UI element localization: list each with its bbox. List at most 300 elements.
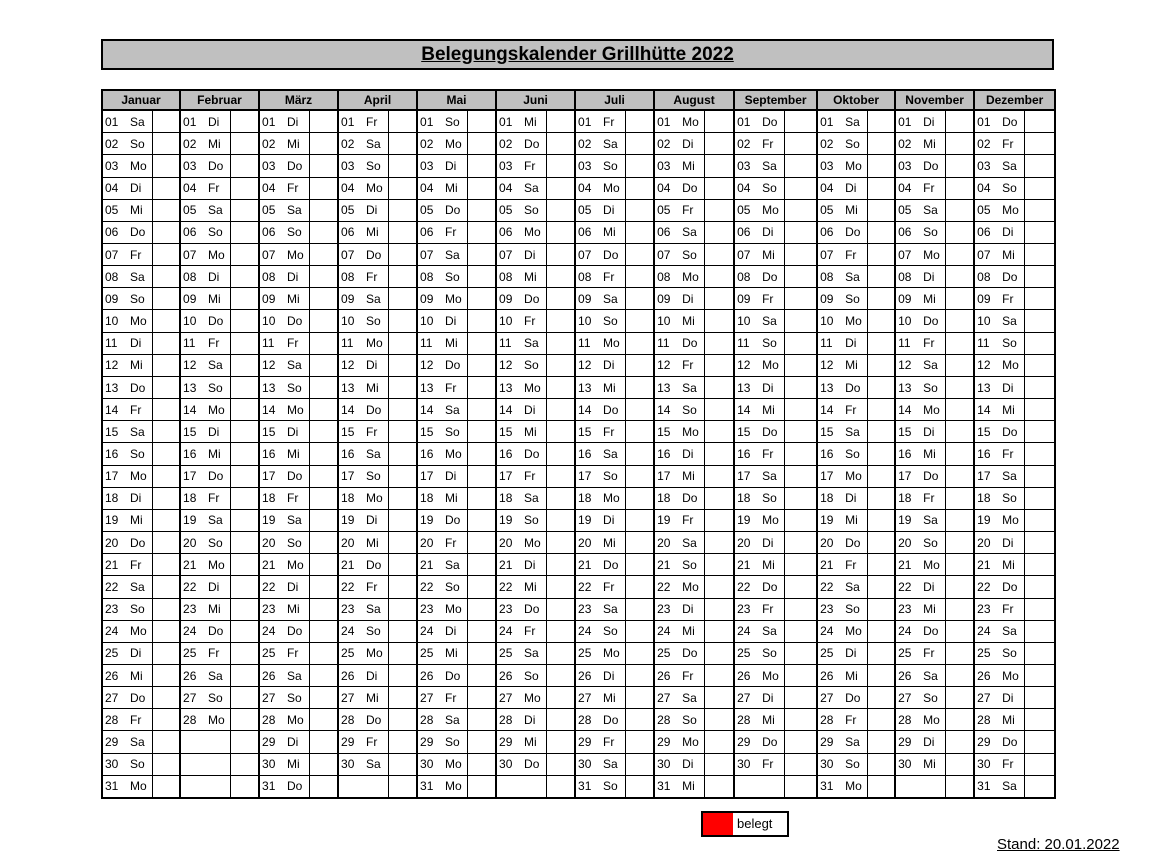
booking-cell[interactable] bbox=[945, 509, 974, 531]
booking-cell[interactable] bbox=[230, 687, 259, 709]
booking-cell[interactable] bbox=[546, 753, 575, 775]
booking-cell[interactable] bbox=[625, 221, 654, 243]
booking-cell[interactable] bbox=[1024, 687, 1055, 709]
booking-cell[interactable] bbox=[945, 598, 974, 620]
booking-cell[interactable] bbox=[230, 620, 259, 642]
booking-cell[interactable] bbox=[1024, 399, 1055, 421]
booking-cell[interactable] bbox=[945, 221, 974, 243]
booking-cell[interactable] bbox=[388, 221, 417, 243]
booking-cell[interactable] bbox=[388, 376, 417, 398]
booking-cell[interactable] bbox=[945, 332, 974, 354]
booking-cell[interactable] bbox=[309, 642, 338, 664]
booking-cell[interactable] bbox=[309, 421, 338, 443]
booking-cell[interactable] bbox=[309, 731, 338, 753]
booking-cell[interactable] bbox=[546, 155, 575, 177]
booking-cell[interactable] bbox=[309, 532, 338, 554]
booking-cell[interactable] bbox=[388, 775, 417, 798]
booking-cell[interactable] bbox=[152, 775, 180, 798]
booking-cell[interactable] bbox=[625, 598, 654, 620]
booking-cell[interactable] bbox=[704, 731, 734, 753]
booking-cell[interactable] bbox=[152, 532, 180, 554]
booking-cell[interactable] bbox=[867, 177, 895, 199]
booking-cell[interactable] bbox=[152, 554, 180, 576]
booking-cell[interactable] bbox=[784, 709, 817, 731]
booking-cell[interactable] bbox=[867, 487, 895, 509]
booking-cell[interactable] bbox=[704, 443, 734, 465]
booking-cell[interactable] bbox=[388, 576, 417, 598]
booking-cell[interactable] bbox=[784, 199, 817, 221]
booking-cell[interactable] bbox=[704, 664, 734, 686]
booking-cell[interactable] bbox=[467, 133, 496, 155]
booking-cell[interactable] bbox=[784, 376, 817, 398]
booking-cell[interactable] bbox=[1024, 421, 1055, 443]
booking-cell[interactable] bbox=[704, 709, 734, 731]
booking-cell[interactable] bbox=[388, 199, 417, 221]
booking-cell[interactable] bbox=[388, 399, 417, 421]
booking-cell[interactable] bbox=[1024, 177, 1055, 199]
booking-cell[interactable] bbox=[1024, 731, 1055, 753]
booking-cell[interactable] bbox=[546, 642, 575, 664]
booking-cell[interactable] bbox=[625, 110, 654, 133]
booking-cell[interactable] bbox=[467, 288, 496, 310]
booking-cell[interactable] bbox=[467, 376, 496, 398]
booking-cell[interactable] bbox=[230, 443, 259, 465]
booking-cell[interactable] bbox=[309, 775, 338, 798]
booking-cell[interactable] bbox=[867, 221, 895, 243]
booking-cell[interactable] bbox=[309, 332, 338, 354]
booking-cell[interactable] bbox=[152, 376, 180, 398]
booking-cell[interactable] bbox=[152, 664, 180, 686]
booking-cell[interactable] bbox=[784, 354, 817, 376]
booking-cell[interactable] bbox=[309, 399, 338, 421]
booking-cell[interactable] bbox=[309, 509, 338, 531]
booking-cell[interactable] bbox=[467, 532, 496, 554]
booking-cell[interactable] bbox=[704, 399, 734, 421]
booking-cell[interactable] bbox=[309, 576, 338, 598]
booking-cell[interactable] bbox=[704, 376, 734, 398]
booking-cell[interactable] bbox=[625, 199, 654, 221]
booking-cell[interactable] bbox=[230, 266, 259, 288]
booking-cell[interactable] bbox=[388, 598, 417, 620]
booking-cell[interactable] bbox=[867, 576, 895, 598]
booking-cell[interactable] bbox=[152, 487, 180, 509]
booking-cell[interactable] bbox=[230, 399, 259, 421]
booking-cell[interactable] bbox=[625, 332, 654, 354]
booking-cell[interactable] bbox=[467, 753, 496, 775]
booking-cell[interactable] bbox=[230, 465, 259, 487]
booking-cell[interactable] bbox=[388, 310, 417, 332]
booking-cell[interactable] bbox=[546, 244, 575, 266]
booking-cell[interactable] bbox=[867, 554, 895, 576]
booking-cell[interactable] bbox=[467, 642, 496, 664]
booking-cell[interactable] bbox=[945, 664, 974, 686]
booking-cell[interactable] bbox=[704, 554, 734, 576]
booking-cell[interactable] bbox=[1024, 221, 1055, 243]
booking-cell[interactable] bbox=[388, 487, 417, 509]
booking-cell[interactable] bbox=[309, 443, 338, 465]
booking-cell[interactable] bbox=[625, 177, 654, 199]
booking-cell[interactable] bbox=[784, 687, 817, 709]
booking-cell[interactable] bbox=[625, 310, 654, 332]
booking-cell[interactable] bbox=[625, 620, 654, 642]
booking-cell[interactable] bbox=[625, 487, 654, 509]
booking-cell[interactable] bbox=[467, 177, 496, 199]
booking-cell[interactable] bbox=[625, 376, 654, 398]
booking-cell[interactable] bbox=[230, 221, 259, 243]
booking-cell[interactable] bbox=[867, 687, 895, 709]
booking-cell[interactable] bbox=[388, 687, 417, 709]
booking-cell[interactable] bbox=[945, 155, 974, 177]
booking-cell[interactable] bbox=[867, 199, 895, 221]
booking-cell[interactable] bbox=[784, 532, 817, 554]
booking-cell[interactable] bbox=[867, 532, 895, 554]
booking-cell[interactable] bbox=[867, 509, 895, 531]
booking-cell[interactable] bbox=[704, 487, 734, 509]
booking-cell[interactable] bbox=[388, 509, 417, 531]
booking-cell[interactable] bbox=[467, 443, 496, 465]
booking-cell[interactable] bbox=[309, 177, 338, 199]
booking-cell[interactable] bbox=[945, 775, 974, 798]
booking-cell[interactable] bbox=[388, 731, 417, 753]
booking-cell[interactable] bbox=[867, 443, 895, 465]
booking-cell[interactable] bbox=[625, 775, 654, 798]
booking-cell[interactable] bbox=[945, 731, 974, 753]
booking-cell[interactable] bbox=[467, 576, 496, 598]
booking-cell[interactable] bbox=[867, 775, 895, 798]
booking-cell[interactable] bbox=[152, 332, 180, 354]
booking-cell[interactable] bbox=[867, 399, 895, 421]
booking-cell[interactable] bbox=[867, 376, 895, 398]
booking-cell[interactable] bbox=[867, 620, 895, 642]
booking-cell[interactable] bbox=[945, 354, 974, 376]
booking-cell[interactable] bbox=[230, 133, 259, 155]
booking-cell[interactable] bbox=[388, 753, 417, 775]
booking-cell[interactable] bbox=[784, 576, 817, 598]
booking-cell[interactable] bbox=[867, 332, 895, 354]
booking-cell[interactable] bbox=[546, 687, 575, 709]
booking-cell[interactable] bbox=[784, 487, 817, 509]
booking-cell[interactable] bbox=[704, 687, 734, 709]
booking-cell[interactable] bbox=[309, 687, 338, 709]
booking-cell[interactable] bbox=[784, 221, 817, 243]
booking-cell[interactable] bbox=[1024, 709, 1055, 731]
booking-cell[interactable] bbox=[546, 620, 575, 642]
booking-cell[interactable] bbox=[546, 354, 575, 376]
booking-cell[interactable] bbox=[945, 399, 974, 421]
booking-cell[interactable] bbox=[546, 310, 575, 332]
booking-cell[interactable] bbox=[152, 709, 180, 731]
booking-cell[interactable] bbox=[309, 221, 338, 243]
booking-cell[interactable] bbox=[1024, 310, 1055, 332]
booking-cell[interactable] bbox=[467, 465, 496, 487]
booking-cell[interactable] bbox=[704, 598, 734, 620]
booking-cell[interactable] bbox=[309, 310, 338, 332]
booking-cell[interactable] bbox=[152, 354, 180, 376]
booking-cell[interactable] bbox=[309, 155, 338, 177]
booking-cell[interactable] bbox=[704, 620, 734, 642]
booking-cell[interactable] bbox=[230, 487, 259, 509]
booking-cell[interactable] bbox=[867, 465, 895, 487]
booking-cell[interactable] bbox=[152, 620, 180, 642]
booking-cell[interactable] bbox=[546, 421, 575, 443]
booking-cell[interactable] bbox=[704, 244, 734, 266]
booking-cell[interactable] bbox=[152, 576, 180, 598]
booking-cell[interactable] bbox=[467, 598, 496, 620]
booking-cell[interactable] bbox=[625, 664, 654, 686]
booking-cell[interactable] bbox=[230, 709, 259, 731]
booking-cell[interactable] bbox=[152, 687, 180, 709]
booking-cell[interactable] bbox=[1024, 642, 1055, 664]
booking-cell[interactable] bbox=[230, 532, 259, 554]
booking-cell[interactable] bbox=[309, 664, 338, 686]
booking-cell[interactable] bbox=[704, 532, 734, 554]
booking-cell[interactable] bbox=[784, 399, 817, 421]
booking-cell[interactable] bbox=[152, 753, 180, 775]
booking-cell[interactable] bbox=[784, 288, 817, 310]
booking-cell[interactable] bbox=[625, 753, 654, 775]
booking-cell[interactable] bbox=[784, 731, 817, 753]
booking-cell[interactable] bbox=[1024, 266, 1055, 288]
booking-cell[interactable] bbox=[1024, 753, 1055, 775]
booking-cell[interactable] bbox=[230, 244, 259, 266]
booking-cell[interactable] bbox=[230, 509, 259, 531]
booking-cell[interactable] bbox=[546, 775, 575, 798]
booking-cell[interactable] bbox=[704, 155, 734, 177]
booking-cell[interactable] bbox=[546, 288, 575, 310]
booking-cell[interactable] bbox=[309, 487, 338, 509]
booking-cell[interactable] bbox=[309, 598, 338, 620]
booking-cell[interactable] bbox=[467, 731, 496, 753]
booking-cell[interactable] bbox=[867, 664, 895, 686]
booking-cell[interactable] bbox=[1024, 288, 1055, 310]
booking-cell[interactable] bbox=[388, 288, 417, 310]
booking-cell[interactable] bbox=[945, 310, 974, 332]
booking-cell[interactable] bbox=[945, 244, 974, 266]
booking-cell[interactable] bbox=[625, 399, 654, 421]
booking-cell[interactable] bbox=[309, 110, 338, 133]
booking-cell[interactable] bbox=[1024, 244, 1055, 266]
booking-cell[interactable] bbox=[1024, 376, 1055, 398]
booking-cell[interactable] bbox=[625, 731, 654, 753]
booking-cell[interactable] bbox=[309, 554, 338, 576]
booking-cell[interactable] bbox=[309, 244, 338, 266]
booking-cell[interactable] bbox=[467, 709, 496, 731]
booking-cell[interactable] bbox=[230, 664, 259, 686]
booking-cell[interactable] bbox=[388, 266, 417, 288]
booking-cell[interactable] bbox=[152, 155, 180, 177]
booking-cell[interactable] bbox=[945, 177, 974, 199]
booking-cell[interactable] bbox=[388, 620, 417, 642]
booking-cell[interactable] bbox=[467, 244, 496, 266]
booking-cell[interactable] bbox=[467, 664, 496, 686]
booking-cell[interactable] bbox=[625, 576, 654, 598]
booking-cell[interactable] bbox=[309, 288, 338, 310]
booking-cell[interactable] bbox=[152, 244, 180, 266]
booking-cell[interactable] bbox=[388, 664, 417, 686]
booking-cell[interactable] bbox=[1024, 554, 1055, 576]
booking-cell[interactable] bbox=[388, 532, 417, 554]
booking-cell[interactable] bbox=[1024, 664, 1055, 686]
booking-cell[interactable] bbox=[152, 310, 180, 332]
booking-cell[interactable] bbox=[945, 642, 974, 664]
booking-cell[interactable] bbox=[230, 310, 259, 332]
booking-cell[interactable] bbox=[388, 354, 417, 376]
booking-cell[interactable] bbox=[945, 266, 974, 288]
booking-cell[interactable] bbox=[945, 199, 974, 221]
booking-cell[interactable] bbox=[388, 642, 417, 664]
booking-cell[interactable] bbox=[230, 576, 259, 598]
booking-cell[interactable] bbox=[467, 221, 496, 243]
booking-cell[interactable] bbox=[867, 753, 895, 775]
booking-cell[interactable] bbox=[625, 443, 654, 465]
booking-cell[interactable] bbox=[1024, 465, 1055, 487]
booking-cell[interactable] bbox=[152, 421, 180, 443]
booking-cell[interactable] bbox=[867, 731, 895, 753]
booking-cell[interactable] bbox=[704, 133, 734, 155]
booking-cell[interactable] bbox=[467, 487, 496, 509]
booking-cell[interactable] bbox=[546, 576, 575, 598]
booking-cell[interactable] bbox=[784, 110, 817, 133]
booking-cell[interactable] bbox=[625, 244, 654, 266]
booking-cell[interactable] bbox=[546, 532, 575, 554]
booking-cell[interactable] bbox=[152, 133, 180, 155]
booking-cell[interactable] bbox=[1024, 354, 1055, 376]
booking-cell[interactable] bbox=[467, 509, 496, 531]
booking-cell[interactable] bbox=[784, 664, 817, 686]
booking-cell[interactable] bbox=[945, 443, 974, 465]
booking-cell[interactable] bbox=[625, 133, 654, 155]
booking-cell[interactable] bbox=[230, 598, 259, 620]
booking-cell[interactable] bbox=[467, 199, 496, 221]
booking-cell[interactable] bbox=[784, 642, 817, 664]
booking-cell[interactable] bbox=[867, 288, 895, 310]
booking-cell[interactable] bbox=[152, 110, 180, 133]
booking-cell[interactable] bbox=[467, 266, 496, 288]
booking-cell[interactable] bbox=[546, 332, 575, 354]
booking-cell[interactable] bbox=[625, 266, 654, 288]
booking-cell[interactable] bbox=[867, 310, 895, 332]
booking-cell[interactable] bbox=[309, 376, 338, 398]
booking-cell[interactable] bbox=[625, 288, 654, 310]
booking-cell[interactable] bbox=[309, 620, 338, 642]
booking-cell[interactable] bbox=[467, 775, 496, 798]
booking-cell[interactable] bbox=[546, 443, 575, 465]
booking-cell[interactable] bbox=[152, 598, 180, 620]
booking-cell[interactable] bbox=[388, 332, 417, 354]
booking-cell[interactable] bbox=[388, 421, 417, 443]
booking-cell[interactable] bbox=[152, 509, 180, 531]
booking-cell[interactable] bbox=[309, 354, 338, 376]
booking-cell[interactable] bbox=[625, 687, 654, 709]
booking-cell[interactable] bbox=[467, 687, 496, 709]
booking-cell[interactable] bbox=[467, 155, 496, 177]
booking-cell[interactable] bbox=[784, 310, 817, 332]
booking-cell[interactable] bbox=[945, 288, 974, 310]
booking-cell[interactable] bbox=[625, 354, 654, 376]
booking-cell[interactable] bbox=[546, 664, 575, 686]
booking-cell[interactable] bbox=[945, 687, 974, 709]
booking-cell[interactable] bbox=[546, 487, 575, 509]
booking-cell[interactable] bbox=[784, 443, 817, 465]
booking-cell[interactable] bbox=[784, 266, 817, 288]
booking-cell[interactable] bbox=[784, 465, 817, 487]
booking-cell[interactable] bbox=[1024, 509, 1055, 531]
booking-cell[interactable] bbox=[230, 332, 259, 354]
booking-cell[interactable] bbox=[704, 509, 734, 531]
booking-cell[interactable] bbox=[867, 421, 895, 443]
booking-cell[interactable] bbox=[546, 110, 575, 133]
booking-cell[interactable] bbox=[784, 554, 817, 576]
booking-cell[interactable] bbox=[945, 110, 974, 133]
booking-cell[interactable] bbox=[704, 576, 734, 598]
booking-cell[interactable] bbox=[467, 399, 496, 421]
booking-cell[interactable] bbox=[388, 177, 417, 199]
booking-cell[interactable] bbox=[784, 509, 817, 531]
booking-cell[interactable] bbox=[309, 465, 338, 487]
booking-cell[interactable] bbox=[230, 354, 259, 376]
booking-cell[interactable] bbox=[867, 133, 895, 155]
booking-cell[interactable] bbox=[704, 199, 734, 221]
booking-cell[interactable] bbox=[867, 642, 895, 664]
booking-cell[interactable] bbox=[230, 110, 259, 133]
booking-cell[interactable] bbox=[867, 244, 895, 266]
booking-cell[interactable] bbox=[625, 642, 654, 664]
booking-cell[interactable] bbox=[945, 576, 974, 598]
booking-cell[interactable] bbox=[867, 266, 895, 288]
booking-cell[interactable] bbox=[230, 376, 259, 398]
booking-cell[interactable] bbox=[467, 354, 496, 376]
booking-cell[interactable] bbox=[388, 554, 417, 576]
booking-cell[interactable] bbox=[945, 133, 974, 155]
booking-cell[interactable] bbox=[784, 155, 817, 177]
booking-cell[interactable] bbox=[467, 332, 496, 354]
booking-cell[interactable] bbox=[867, 110, 895, 133]
booking-cell[interactable] bbox=[152, 199, 180, 221]
booking-cell[interactable] bbox=[309, 266, 338, 288]
booking-cell[interactable] bbox=[784, 775, 817, 798]
booking-cell[interactable] bbox=[945, 709, 974, 731]
booking-cell[interactable] bbox=[388, 244, 417, 266]
booking-cell[interactable] bbox=[867, 155, 895, 177]
booking-cell[interactable] bbox=[625, 709, 654, 731]
booking-cell[interactable] bbox=[152, 443, 180, 465]
booking-cell[interactable] bbox=[1024, 199, 1055, 221]
booking-cell[interactable] bbox=[625, 465, 654, 487]
booking-cell[interactable] bbox=[784, 421, 817, 443]
booking-cell[interactable] bbox=[152, 731, 180, 753]
booking-cell[interactable] bbox=[230, 155, 259, 177]
booking-cell[interactable] bbox=[1024, 155, 1055, 177]
booking-cell[interactable] bbox=[546, 731, 575, 753]
booking-cell[interactable] bbox=[546, 554, 575, 576]
booking-cell[interactable] bbox=[704, 288, 734, 310]
booking-cell[interactable] bbox=[704, 177, 734, 199]
booking-cell[interactable] bbox=[945, 465, 974, 487]
booking-cell[interactable] bbox=[1024, 487, 1055, 509]
booking-cell[interactable] bbox=[704, 266, 734, 288]
booking-cell[interactable] bbox=[784, 620, 817, 642]
booking-cell[interactable] bbox=[546, 133, 575, 155]
booking-cell[interactable] bbox=[152, 266, 180, 288]
booking-cell[interactable] bbox=[388, 110, 417, 133]
booking-cell[interactable] bbox=[625, 532, 654, 554]
booking-cell[interactable] bbox=[784, 177, 817, 199]
booking-cell[interactable] bbox=[704, 753, 734, 775]
booking-cell[interactable] bbox=[1024, 532, 1055, 554]
booking-cell[interactable] bbox=[467, 310, 496, 332]
booking-cell[interactable] bbox=[546, 399, 575, 421]
booking-cell[interactable] bbox=[945, 376, 974, 398]
